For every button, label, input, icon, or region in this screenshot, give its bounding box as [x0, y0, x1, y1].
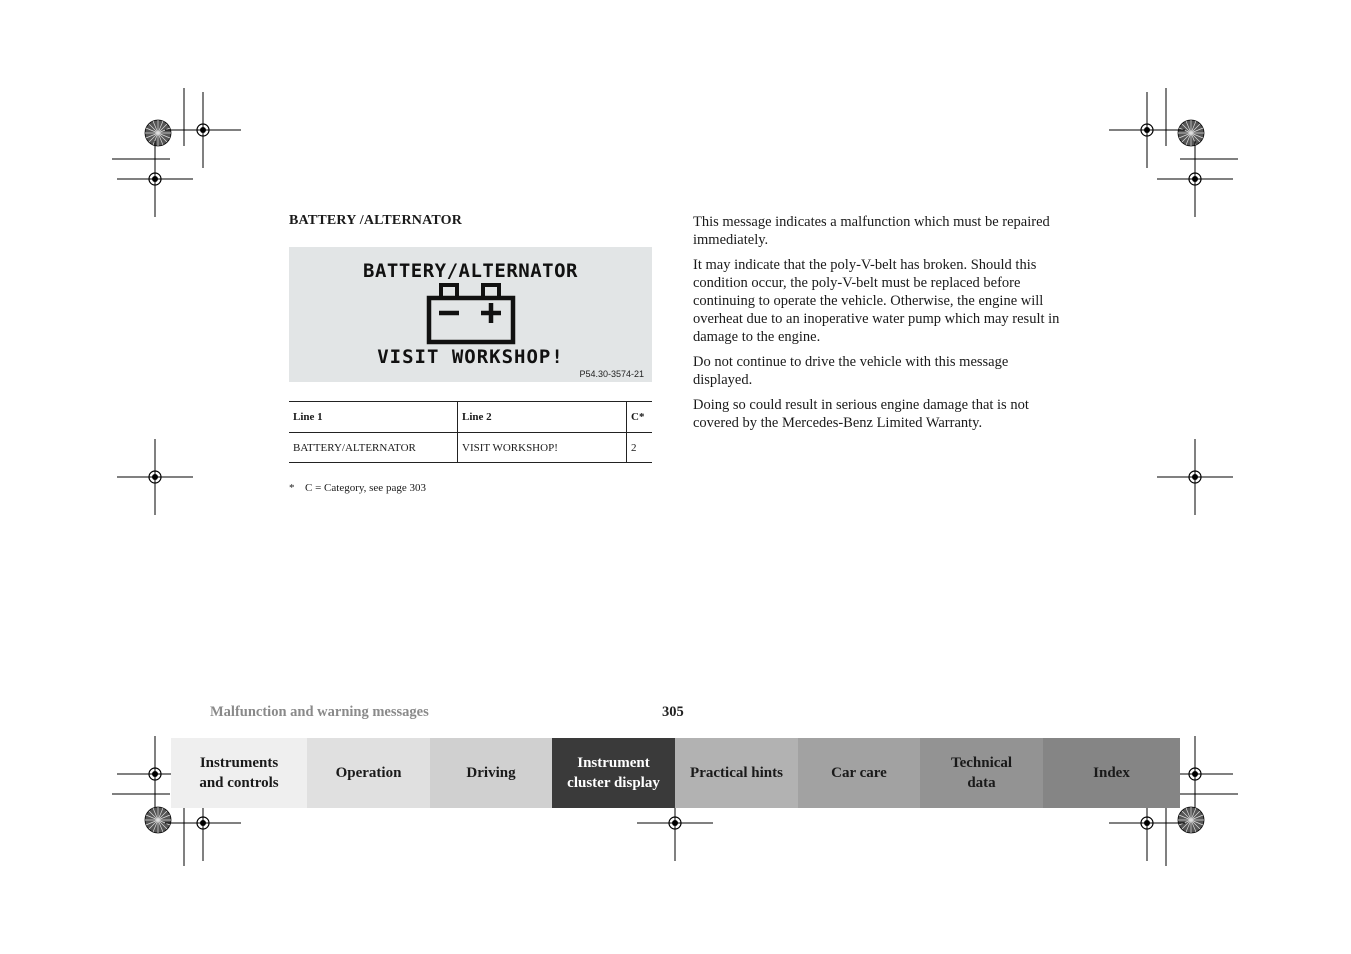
display-line-1: BATTERY/ALTERNATOR	[363, 260, 578, 282]
table-cell-category: 2	[627, 433, 653, 463]
nav-tab-instrument-cluster-display[interactable]: Instrument cluster display	[552, 738, 675, 808]
nav-tab-instruments-and-controls[interactable]: Instruments and controls	[171, 738, 307, 808]
paragraph: This message indicates a malfunction which must be repaired immediately.	[693, 214, 1050, 248]
figure-code: P54.30-3574-21	[579, 369, 644, 379]
table-header-line1: Line 1	[289, 402, 458, 433]
footnote	[289, 482, 426, 494]
nav-tab-driving[interactable]: Driving	[430, 738, 552, 808]
nav-tab-practical-hints[interactable]: Practical hints	[675, 738, 798, 808]
section-title: BATTERY /ALTERNATOR	[289, 213, 463, 228]
paragraph: Doing so could result in serious engine damage that is not covered by the Mercedes-Benz Limited Warranty.	[693, 397, 1029, 431]
table-cell-line2: VISIT WORKSHOP!	[458, 433, 627, 463]
footnote-text: C = Category, see page 303	[305, 482, 426, 494]
paragraph: Do not continue to drive the vehicle with this message displayed.	[693, 354, 1009, 388]
chapter-nav	[171, 738, 1180, 808]
page-number: 305	[662, 704, 684, 720]
footnote-marker: *	[289, 482, 295, 494]
table-row	[289, 433, 652, 463]
battery-icon	[426, 283, 516, 345]
nav-tab-car-care[interactable]: Car care	[798, 738, 920, 808]
table-header-line2: Line 2	[458, 402, 627, 433]
cluster-display-figure	[289, 247, 652, 382]
body-text	[693, 213, 1063, 439]
nav-tab-operation[interactable]: Operation	[307, 738, 430, 808]
table-header-category: C*	[627, 402, 653, 433]
paragraph: It may indicate that the poly-V-belt has broken. Should this condition occur, the poly-V-belt must be replaced before continuing to operate the vehicle. Otherwise, the engine will overheat due to an inoperative water pump which may result in damage to the engine.	[693, 257, 1060, 345]
nav-tab-index[interactable]: Index	[1043, 738, 1180, 808]
message-table	[289, 401, 652, 463]
nav-tab-technical-data[interactable]: Technical data	[920, 738, 1043, 808]
display-line-2: VISIT WORKSHOP!	[377, 346, 564, 368]
table-cell-line1: BATTERY/ALTERNATOR	[289, 433, 458, 463]
footer-section-title: Malfunction and warning messages	[210, 704, 429, 720]
table-header-row	[289, 402, 652, 433]
